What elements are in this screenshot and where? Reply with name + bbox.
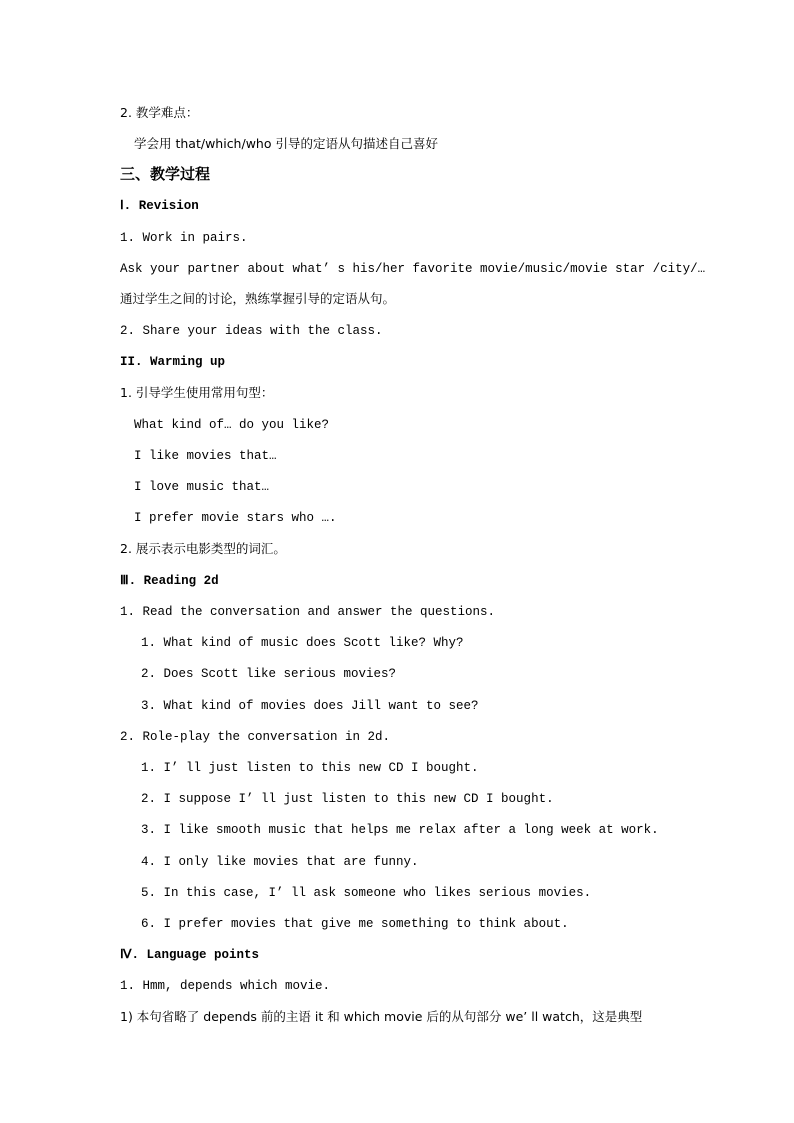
reading-question-3: 3. What kind of movies does Jill want to see? <box>141 699 479 713</box>
revision-item-1-detail: Ask your partner about what’ s his/her favorite movie/music/movie star /city/… <box>120 262 706 276</box>
pattern-sentence-1: What kind of… do you like? <box>134 418 330 432</box>
section-teaching-difficulty-label: 2. 教学难点： <box>120 105 199 120</box>
reading-item-1: 1. Read the conversation and answer the questions. <box>120 605 496 619</box>
roleplay-sentence-4: 4. I only like movies that are funny. <box>141 855 419 869</box>
heading-warming-up: II. Warming up <box>120 355 226 369</box>
language-point-1: 1. Hmm, depends which movie. <box>120 979 331 993</box>
heading-teaching-process: 三、教学过程 <box>120 165 211 183</box>
reading-question-2: 2. Does Scott like serious movies? <box>141 667 397 681</box>
heading-reading-2d: Ⅲ. Reading 2d <box>120 574 219 588</box>
roleplay-sentence-2: 2. I suppose I’ ll just listen to this new CD I bought. <box>141 792 554 806</box>
roleplay-sentence-1: 1. I’ ll just listen to this new CD I bought. <box>141 761 479 775</box>
pattern-sentence-2: I like movies that… <box>134 449 277 463</box>
roleplay-sentence-5: 5. In this case, I’ ll ask someone who likes serious movies. <box>141 886 592 900</box>
heading-language-points: Ⅳ. Language points <box>120 948 260 962</box>
reading-question-1: 1. What kind of music does Scott like? Why? <box>141 636 464 650</box>
pattern-sentence-3: I love music that… <box>134 480 270 494</box>
warming-item-2: 2. 展示表示电影类型的词汇。 <box>120 541 286 556</box>
reading-item-2: 2. Role-play the conversation in 2d. <box>120 730 391 744</box>
warming-item-1: 1. 引导学生使用常用句型： <box>120 385 274 400</box>
roleplay-sentence-6: 6. I prefer movies that give me something to think about. <box>141 917 569 931</box>
roleplay-sentence-3: 3. I like smooth music that helps me relax after a long week at work. <box>141 823 659 837</box>
pattern-sentence-4: I prefer movie stars who …. <box>134 511 337 525</box>
revision-item-2: 2. Share your ideas with the class. <box>120 324 383 338</box>
revision-item-1: 1. Work in pairs. <box>120 231 248 245</box>
revision-item-1-note: 通过学生之间的讨论，熟练掌握引导的定语从句。 <box>120 291 396 306</box>
language-point-1-explanation: 1) 本句省略了 depends 前的主语 it 和 which movie 后的从句部分 we’ ll watch，这是典型 <box>120 1009 643 1024</box>
teaching-difficulty-text: 学会用 that/which/who 引导的定语从句描述自己喜好 <box>134 136 438 151</box>
heading-revision: Ⅰ. Revision <box>120 199 199 213</box>
